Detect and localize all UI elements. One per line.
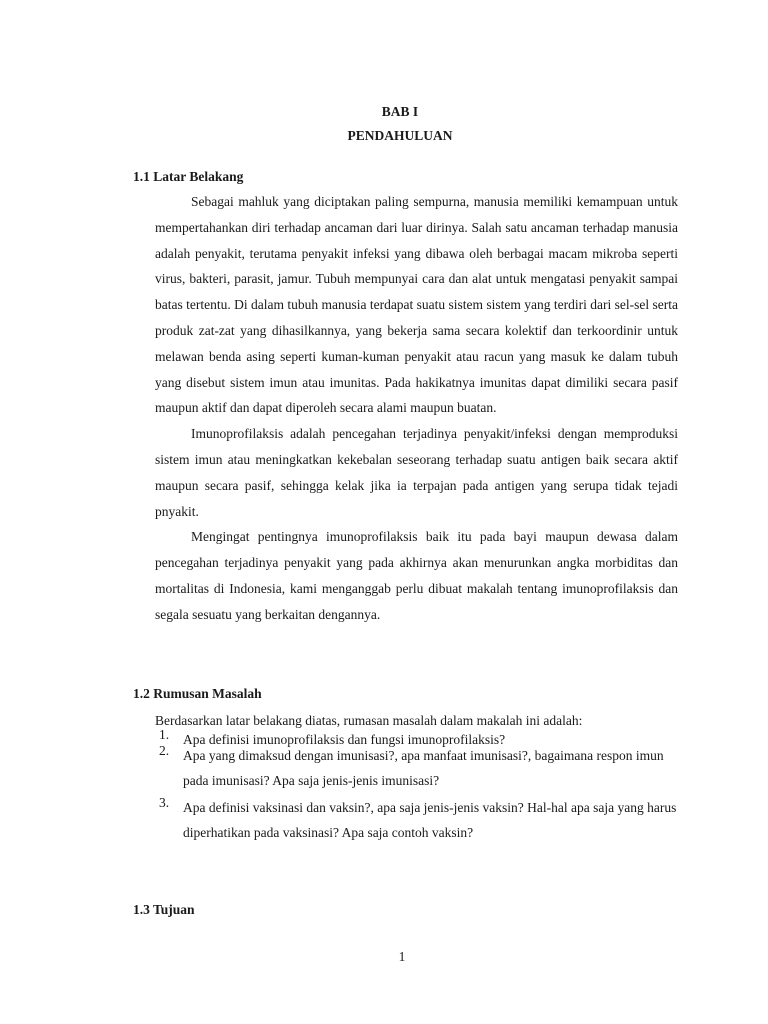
section-heading-latar-belakang: 1.1 Latar Belakang — [133, 169, 244, 184]
latar-belakang-body — [155, 189, 678, 628]
paragraph: Mengingat pentingnya imunoprofilaksis baik itu pada bayi maupun dewasa dalam pencegahan terjadinya penyakit yang pada akhirnya akan menurunkan angka morbiditas dan mortalitas di Indonesia, kami menganggab perlu dibuat makalah tentang imunoprofilaksis dan segala sesuatu yang berkaitan dengannya. — [155, 529, 678, 622]
page-number: 1 — [398, 949, 406, 964]
section-heading-tujuan: 1.3 Tujuan — [133, 902, 195, 917]
list-number: 1. — [159, 727, 170, 742]
chapter-number: BAB I — [381, 104, 419, 119]
list-number: 2. — [159, 743, 170, 758]
rumusan-intro: Berdasarkan latar belakang diatas, rumasan masalah dalam makalah ini adalah: — [155, 713, 583, 728]
list-text: Apa yang dimaksud dengan imunisasi?, apa manfaat imunisasi?, bagaimana respon imun pada imunisasi? Apa saja jenis-jenis imunisasi? — [183, 748, 664, 788]
section-heading-rumusan-masalah: 1.2 Rumusan Masalah — [133, 686, 262, 701]
paragraph: Sebagai mahluk yang diciptakan paling sempurna, manusia memiliki kemampuan untuk mempertahankan diri terhadap ancaman dari luar dirinya. Salah satu ancaman terhadap manusia adalah penyakit, terutama penyakit infeksi yang dibawa oleh berbagai macam mikroba seperti virus, bakteri, parasit, jamur. Tubuh mempunyai cara dan alat untuk mengatasi penyakit sampai batas tertentu. Di dalam tubuh manusia terdapat suatu sistem sistem yang terdiri dari sel-sel serta produk zat-zat yang dihasilkannya, yang bekerja sama secara kolektif dan terkoordinir untuk melawan benda asing seperti kuman-kuman penyakit atau racun yang masuk ke dalam tubuh yang disebut sistem imun atau imunitas. Pada hakikatnya imunitas dapat dimiliki secara pasif maupun aktif dan dapat diperoleh secara alami maupun buatan. — [155, 194, 678, 416]
chapter-title: PENDAHULUAN — [347, 128, 453, 143]
paragraph: Imunoprofilaksis adalah pencegahan terjadinya penyakit/infeksi dengan memproduksi sistem imun atau meningkatkan kekebalan seseorang terhadap suatu antigen baik secara aktif maupun secara pasif, sehingga kelak jika ia terpajan pada antigen yang serupa tidak tejadi pnyakit. — [155, 426, 678, 519]
list-item — [155, 795, 685, 845]
list-text: Apa definisi vaksinasi dan vaksin?, apa saja jenis-jenis vaksin? Hal-hal apa saja yang harus diperhatikan pada vaksinasi? Apa saja contoh vaksin? — [183, 800, 677, 840]
list-number: 3. — [159, 795, 170, 810]
list-item — [155, 743, 685, 793]
list-text: Apa definisi imunoprofilaksis dan fungsi imunoprofilaksis? — [183, 732, 506, 747]
